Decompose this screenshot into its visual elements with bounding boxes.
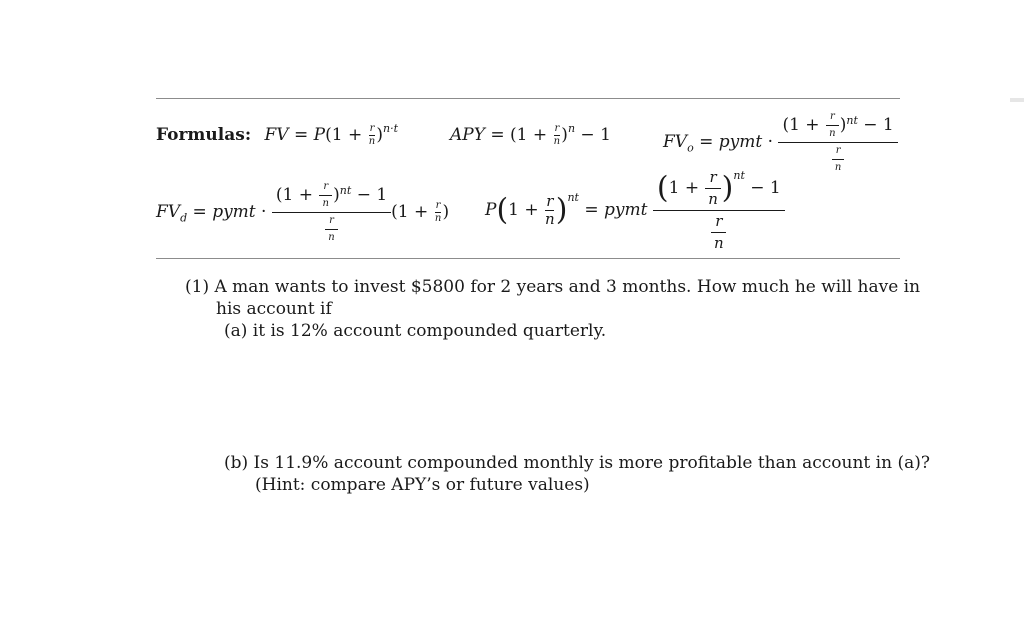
scroll-indicator	[1010, 98, 1024, 102]
bottom-divider	[156, 258, 900, 259]
problem-part-a: (a) it is 12% account compounded quarterly.	[224, 321, 607, 341]
formula-pv-equation: P(1 + $\frac{r}{n}$ )$^{nt}$ = pymt (1 + $\frac{r}{n}$ )$^{nt}$ − 1 $\frac{r}{n}$	[485, 170, 785, 251]
problem-statement-line2: his account if	[216, 299, 332, 319]
top-divider	[156, 98, 900, 99]
formula-apy: APY = (1 + $\frac{r}{n}$ )$^n$ − 1	[450, 122, 611, 147]
problem-statement-line1: (1) A man wants to invest $5800 for 2 years and 3 months. How much he will have in	[185, 277, 921, 297]
formula-fvo: $FV_o$ = pymt · (1 + $\frac{r}{n}$ )$^{nt}$ − 1 $\frac{r}{n}$	[663, 112, 898, 173]
problem-part-b-line1: (b) Is 11.9% account compounded monthly is more profitable than account in (a)?	[224, 453, 930, 473]
formula-fv: Formulas: FV = P(1 + $\frac{r}{n}$ )$^{n\cdot t}$	[156, 122, 399, 147]
formulas-label: Formulas:	[156, 125, 252, 145]
problem-part-b-hint: (Hint: compare APY’s or future values)	[255, 475, 590, 495]
formula-fvd: $FV_d$ = pymt · (1 + $\frac{r}{n}$ )$^{nt}$ − 1 $\frac{r}{n}$ (1 + $\frac{r}{n}$ )	[156, 181, 450, 243]
